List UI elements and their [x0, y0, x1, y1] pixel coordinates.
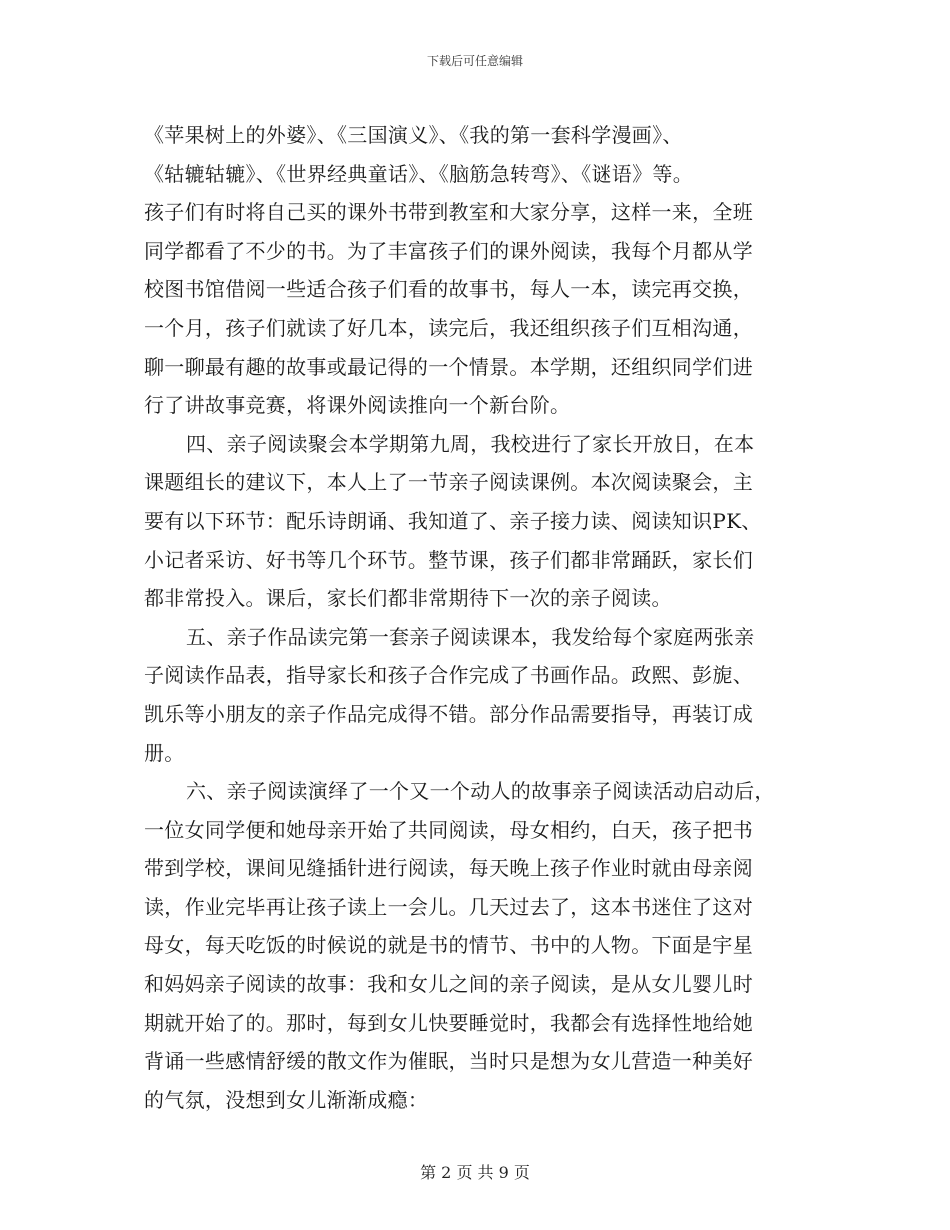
text-line: 和妈妈亲子阅读的故事：我和女儿之间的亲子阅读，是从女儿婴儿时	[144, 972, 753, 997]
text-line: 一位女同学便和她母亲开始了共同阅读，母女相约，白天，孩子把书	[144, 817, 753, 842]
paragraph-start-line: 五、亲子作品读完第一套亲子阅读课本，我发给每个家庭两张亲	[186, 624, 755, 649]
text-line: 带到学校，课间见缝插针进行阅读，每天晚上孩子作业时就由母亲阅	[144, 856, 753, 881]
text-line: 都非常投入。课后，家长们都非常期待下一次的亲子阅读。	[144, 586, 672, 611]
text-line: 的气氛，没想到女儿渐渐成瘾：	[144, 1087, 429, 1112]
paragraph-start-line: 六、亲子阅读演绎了一个又一个动人的故事亲子阅读活动启动后，	[186, 779, 775, 804]
paragraph-start-line: 四、亲子阅读聚会本学期第九周，我校进行了家长开放日，在本	[186, 431, 755, 456]
page-footer: 第 2 页 共 9 页	[420, 1163, 530, 1182]
page-header: 下载后可任意编辑	[426, 54, 523, 68]
text-line: 册。	[144, 740, 185, 765]
text-line: 行了讲故事竞赛，将课外阅读推向一个新台阶。	[144, 393, 571, 418]
text-line: 子阅读作品表，指导家长和孩子合作完成了书画作品。政熙、彭旎、	[144, 663, 753, 688]
text-line: 课题组长的建议下，本人上了一节亲子阅读课例。本次阅读聚会，主	[144, 470, 753, 495]
text-line: 《苹果树上的外婆》、《三国演义》、《我的第一套科学漫画》、	[144, 123, 683, 147]
text-line: 母女，每天吃饭的时候说的就是书的情节、书中的人物。下面是宇星	[144, 933, 753, 958]
text-line: 孩子们有时将自己买的课外书带到教室和大家分享，这样一来，全班	[144, 200, 753, 225]
text-line: 一个月，孩子们就读了好几本，读完后，我还组织孩子们互相沟通，	[144, 315, 753, 340]
text-line: 《轱辘轱辘》、《世界经典童话》、《脑筋急转弯》、《谜语》等。	[144, 161, 693, 186]
text-line: 要有以下环节：配乐诗朗诵、我知道了、亲子接力读、阅读知识PK、	[144, 508, 762, 533]
document-body	[144, 116, 810, 1119]
text-line: 校图书馆借阅一些适合孩子们看的故事书，每人一本，读完再交换，	[144, 277, 753, 302]
text-line: 小记者采访、好书等几个环节。整节课，孩子们都非常踊跃，家长们	[144, 547, 753, 572]
text-line: 同学都看了不少的书。为了丰富孩子们的课外阅读，我每个月都从学	[144, 238, 753, 263]
text-line: 凯乐等小朋友的亲子作品完成得不错。部分作品需要指导，再装订成	[144, 701, 753, 726]
text-line: 聊一聊最有趣的故事或最记得的一个情景。本学期，还组织同学们进	[144, 354, 753, 379]
text-line: 背诵一些感情舒缓的散文作为催眠，当时只是想为女儿营造一种美好	[144, 1049, 753, 1074]
text-line: 读，作业完毕再让孩子读上一会儿。几天过去了，这本书迷住了这对	[144, 894, 753, 919]
text-line: 期就开始了的。那时，每到女儿快要睡觉时，我都会有选择性地给她	[144, 1010, 753, 1035]
